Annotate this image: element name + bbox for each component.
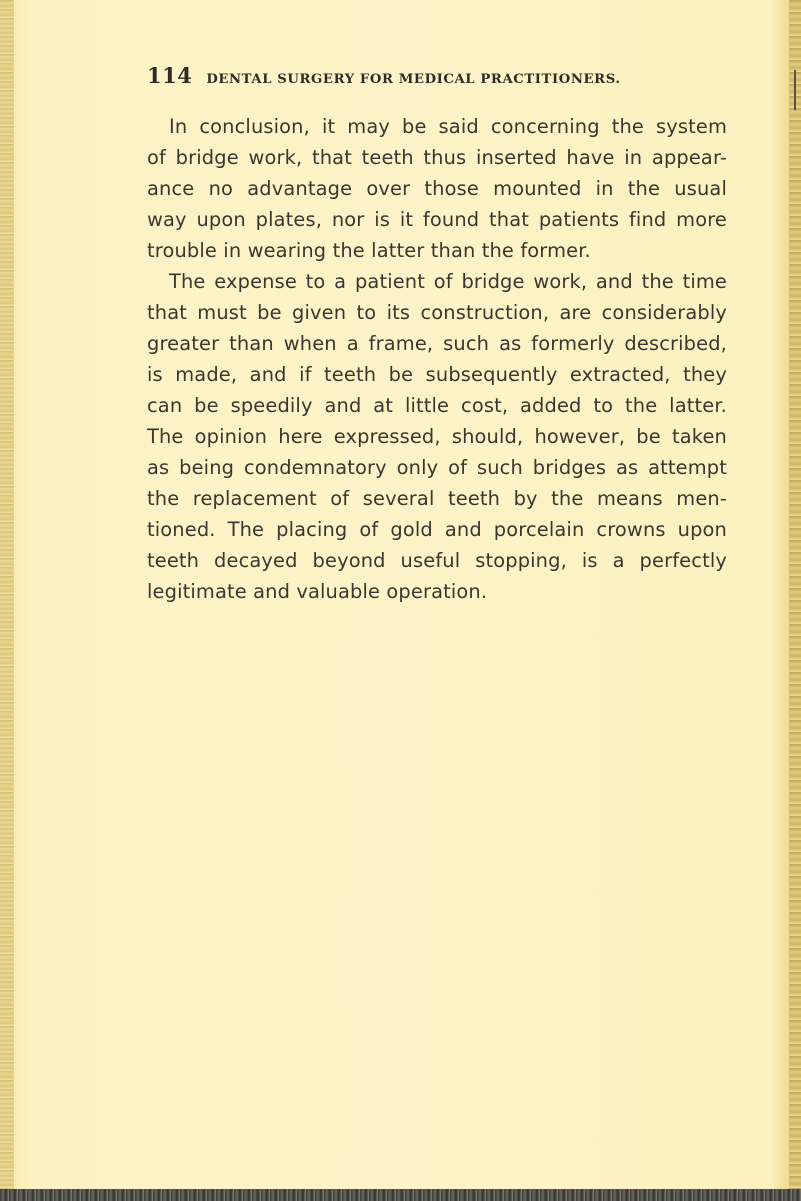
text-line: as being condemnatory only of such bridges as attempt: [147, 456, 727, 479]
text-line: the replacement of several teeth by the means men-: [147, 487, 727, 510]
text-line: ance no advantage over those mounted in the usual: [147, 177, 727, 200]
running-head: DENTAL SURGERY FOR MEDICAL PRACTITIONERS.: [206, 72, 621, 87]
page-header: [147, 63, 777, 89]
text-line: tioned. The placing of gold and porcelain crowns upon: [147, 518, 727, 541]
text-line: is made, and if teeth be subsequently extracted, they: [147, 363, 727, 386]
text-line: of bridge work, that teeth thus inserted have in appear-: [147, 146, 727, 169]
text-line: The expense to a patient of bridge work, and the time: [169, 270, 727, 293]
text-line: can be speedily and at little cost, added to the latter.: [147, 394, 727, 417]
text-line: greater than when a frame, such as formerly described,: [147, 332, 727, 355]
edge-mark: [794, 70, 796, 110]
text-line: way upon plates, nor is it found that patients find more: [147, 208, 727, 231]
text-line: In conclusion, it may be said concerning the system: [169, 115, 727, 138]
text-line: legitimate and valuable operation.: [147, 580, 488, 603]
text-line: teeth decayed beyond useful stopping, is a perfectly: [147, 549, 727, 572]
binding-edge-left: [0, 0, 14, 1201]
text-line: that must be given to its construction, are considerably: [147, 301, 727, 324]
text-line: The opinion here expressed, should, however, be taken: [147, 425, 727, 448]
bottom-edge: [0, 1189, 801, 1201]
body-text: [147, 111, 727, 607]
page-number: 114: [147, 63, 193, 88]
binding-edge-right: [789, 0, 801, 1201]
text-line: trouble in wearing the latter than the former.: [147, 239, 591, 262]
